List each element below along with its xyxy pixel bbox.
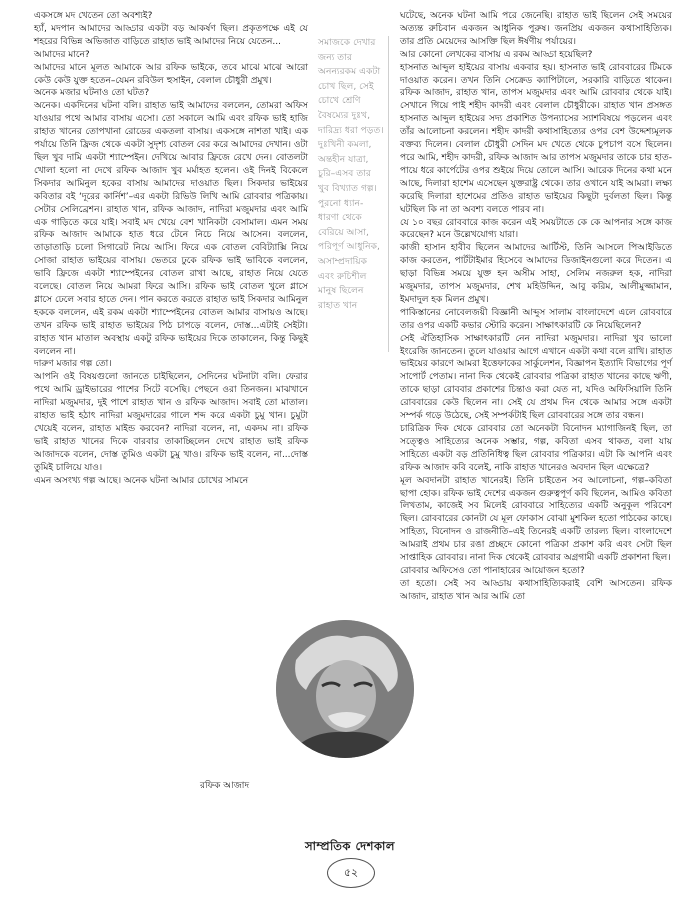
magazine-masthead: সাম্প্রতিক দেশকাল	[305, 839, 395, 853]
paragraph: দারুণ মজার গল্প তো।	[34, 359, 112, 370]
paragraph: অনেক। একদিনের ঘটনা বলি। রাহাত ভাই আমাদের বললেন, তোমরা অফিস যাওয়ার পথে আমার বাসায় এসো। তো সকালে আমি এবং রফিক ভাই হাজি রাহাত খানের তোপখানা রোডের একতলা বাসায়। একসঙ্গে নাশতা খাই। এক পর্যায়ে তিনি ফ্রিজ থেকে একটা সুদৃশ্য বোতল বের করে আমাদের দেখান। ওটা ছিল খুব দামি একটা শ্যাম্পেইন। দেখিয়ে আবার ফ্রিজে রেখে দেন। বোতলটা খোলা হলো না দেখে রফিক আজাদ খুব মর্মাহত হলেন। ওই দিনই বিকেলে সিকদার আমিনুল হকের বাসায় আমাদের দাওয়াত ছিল। সিকদার ভাইয়ের কবিতার বই ‘দূরের কার্নিশ’–এর একটা রিভিউ লিখি আমি রোববার পত্রিকায়। সেটার সেলিব্রেশন। রাহাত খান, রফিক আজাদ, নাদিরা মজুমদার এবং আমি এক গাড়িতে করে যাই। সবাই মদ খেয়ে বেশ খানিকটা বেসামাল। এমন সময় রফিক আজাদ আমাকে হাত ধরে টেনে নিচে নিয়ে আসেন। বললেন, তাড়াতাড়ি চলো সিগারেট নিয়ে আসি। ফিরে এক বোতল বেবিট্যাক্সি নিয়ে সোজা রাহাত ভাইয়ের বাসায়। ভেতরে ঢুকে রফিক ভাই ভাবিকে বললেন, ভাবি ফ্রিজে একটা শ্যাম্পেইনের বোতল রাখা আছে, রাহাত নিয়ে যেতে বলেছে। বোতল নিয়ে আমরা ফিরে আসি। রফিক ভাই বোতল খুলে গ্লাসে গ্লাসে ঢেলে সবার হাতে দেন। পান করতে করতে রাহাত ভাই সিকদার আমিনুল হককে বললেন, এই রকম একটা শ্যাম্পেইনের বোতল আমার বাসায়ও আছে। তখন রফিক ভাই রাহাত ভাইয়ের পিঠ চাপড়ে বলেন, দোস্ত...এটাই সেইটা। রাহাত খান মাতাল অবস্থায় একটু রফিক ভাইয়ের দিকে তাকালেন, কিন্তু কিছুই বললেন না।	[34, 101, 308, 357]
photo-caption: রফিক আজাদ	[200, 781, 250, 791]
paragraph: যে ১০ বছর রোববারে কাজ করেন এই সময়টাতে কে কে আপনার সঙ্গে কাজ করেছেন? মনে উল্লেখযোগ্য যারা।	[400, 217, 672, 241]
paragraph: হাসনাত আব্দুল হাইয়ের বাসায় একবার হয়। হাসনাত ভাই রোববারের টিমকে দাওয়াত করেন। তখন তিনি সেক্রেড ক্যাপিটালে, সরকারি বাড়িতে থাকেন। রফিক আজাদ, রাহাত খান, তাপস মজুমদার এবং আমি রোববার থেকে যাই। সেখানে গিয়ে পাই শহীদ কাদরী এবং বেলাল চৌধুরীকে। রাহাত খান প্রসঙ্গত হাসনাত আব্দুল হাইয়ের সদ্য প্রকাশিত উপন্যাসের স্যাশবিষয়ে পড়লেন এবং তাঁর আলোচনা করলেন। শহীদ কাদরী কথাসাহিত্যের ওপর বেশ উদ্দেশ্যমূলক বক্তব্য দিলেন। বেলাল চৌধুরী সেদিন মদ খেতে থেকে চুপচাপ বসে ছিলেন। পরে আমি, শহীদ কাদরী, রফিক আজাদ আর তাপস মজুমদার তাকে চার হাত-পায়ে ধরে কার্পেটের ওপর শুইয়ে দিয়ে তোলে আসি। আরেক দিনের কথা মনে আছে, দিলারা হাশেম এসেছেন যুক্তরাষ্ট্র থেকে। তার ওখানে যাই আমরা। লক্ষ্য করেছি দিলারা হাশেমের প্রতিও রাহাত ভাইয়ের কিছুটা দুর্বলতা ছিল। কিন্তু ঘটছিল কি না তা অবশ্য বলতে পারব না।	[400, 62, 672, 215]
portrait-photo	[276, 620, 414, 758]
portrait-illustration	[276, 620, 414, 758]
paragraph: চারিত্রিক দিক থেকে রোববার তো অনেকটা বিনোদন ম্যাগাজিনই ছিল, তা সত্ত্বেও সাহিত্যের অনেক সম্ভার, গল্প, কবিতা এসব থাকত, বলা যায় সাহিত্যে একটা বড় প্রতিনিধিত্ব ছিল রোববার পত্রিকার। এটা কি আপনি এবং রফিক আজাদ কবি বলেই, নাকি রাহাত খানেরও অবদান ছিল এক্ষেত্রে?	[400, 424, 672, 473]
paragraph: হ্যাঁ, মদপান আমাদের আড্ডার একটা বড় আকর্ষণ ছিল। প্রকৃতপক্ষে এই যে শহরের বিভিন্ন অভিজাত বাড়িতে রাহাত ভাই আমাদের নিয়ে যেতেন...	[34, 23, 308, 47]
column-divider	[388, 36, 389, 352]
paragraph: একসঙ্গে মদ খেতেন তো অবশ্যই?	[34, 11, 153, 21]
paragraph: ঘটেছে, অনেক ঘটনা আমি পরে জেনেছি। রাহাত ভাই ছিলেন সেই সময়ের অত্যন্ত রুচিবান একজন আধুনিক পুরুষ। জনপ্রিয় একজন কথাসাহিত্যিক। তার প্রতি মেয়েদের আসক্তি ছিল ঈর্ষণীয় পর্যায়ের।	[400, 11, 672, 47]
paragraph: আপনি ওই বিষয়গুলো জানতে চাইছিলেন, সেদিনের ঘটনাটা বলি। ফেরার পথে আমি ড্রাইভারের পাশের সিটে বসেছি। পেছনে ওরা তিনজন। মাঝখানে নাদিরা মজুমদার, দুই পাশে রাহাত খান ও রফিক আজাদ। সবাই তো মাতাল। রাহাত ভাই হঠাৎ নাদিরা মজুমদারের গালে শব্দ করে একটা চুমু খান। চুমুটা খেয়েই বলেন, রাহাত মাইন্ড করবেন? নাদিরা বলেন, না, একদম না। রফিক ভাই রাহাত খানের দিকে বারবার তাকাচ্ছিলেন দেখে রাহাত ভাই রফিক আজাদকে বলেন, দোস্ত তুমিও একটা চুমু খাও। রফিক ভাই বলেন, না...দোস্ত তুমিই চালিয়ে যাও।	[34, 372, 308, 473]
left-column	[34, 10, 308, 488]
paragraph: এমন অসংখ্য গল্প আছে। অনেক ঘটনা আমার চোখের সামনে	[34, 475, 249, 486]
pull-quote-text: সমাজকে দেখার জন্য তার অনন্যরকম একটা চোখ ছিল, সেই চোখে শ্রেণি বৈষম্যের দুঃখ, দারিদ্র্য ধরা পড়ত। দুঃখিনী কমলা, অন্তহীন যাত্রা, চুরি–এসব তার খুব বিখ্যাত গল্প। পুরনো ধ্যান-ধারণা থেকে বেরিয়ে আসা, পরিপূর্ণ আধুনিক, অসাম্প্রদায়িক এবং রুচিশীল মানুষ ছিলেন রাহাত খান	[318, 37, 384, 311]
paragraph: আর কোনো লেখকের বাসায় এ রকম আড্ডা হয়েছিল?	[400, 49, 593, 60]
paragraph: সেই ঐতিহাসিক সাক্ষাৎকারটি নেন নাদিরা মজুমদার। নাদিরা খুব ভালো ইংরেজি জানতেন। তুলে যাওয়ার আগে এখানে একটা কথা বলে রাখি। রাহাত ভাইয়ের কারণে আমরা ইত্তেফাকের সার্কুলেশন, বিজ্ঞাপন ইত্যাদি বিভাগের পূর্ণ সাপোর্ট পেতাম। নানা দিক থেকেই রোববার পত্রিকা রাহাত খানের কাছে ঋণী, তাকে ছাড়া রোববার প্রকাশের চিন্তাও করা যেত না, যদিও অফিসিয়ালি তিনি রোববারের কেউ ছিলেন না। সেই যে প্রথম দিন থেকে আমার সঙ্গে একটা সম্পর্ক গড়ে উঠেছে, সেই সম্পর্কটাই ছিল রোববারের সঙ্গে তার বন্ধন।	[400, 333, 672, 422]
paragraph: অনেক মজার ঘটনাও তো ঘটত?	[34, 88, 150, 99]
paragraph: আমাদের মানে মূলত আমাকে আর রফিক ভাইকে, তবে মাঝে মাঝে আরো কেউ কেউ যুক্ত হতেন–যেমন রবিউল হুসাইন, বেলাল চৌধুরী প্রমুখ।	[34, 62, 308, 86]
pull-quote	[318, 36, 384, 313]
paragraph: আমাদের মানে?	[34, 49, 90, 60]
paragraph: পাকিস্তানের নোবেলজয়ী বিজ্ঞানী আব্দুস সালাম বাংলাদেশে এলে রোববারে তার ওপর একটি কভার স্টোরি করেন। সাক্ষাৎকারটি কে নিয়েছিলেন?	[400, 307, 672, 331]
paragraph: কাজী হাসান হাবীব ছিলেন আমাদের আর্টিস্ট, তিনি আসলে পিআইডিতে কাজ করতেন, পার্টটাইমার হিসেবে আমাদের ডিজাইনগুলো করে দিতেন। এ ছাড়া বিভিন্ন সময়ে যুক্ত হন অসীম সাহা, সেলিম নজরুল হক, নাদিরা মজুমদার, তাপস মজুমদার, শেখ মহিউদ্দিন, আবু করিম, আলীমুজ্জামান, ইমদাদুল হক মিলন প্রমুখ।	[400, 243, 672, 305]
paragraph: রোববার অফিসেও তো পানাহারের আয়োজন হতো?	[400, 565, 585, 576]
paragraph: মূল অবদানটা রাহাত খানেরই। তিনি চাইতেন সব আলোচনা, গল্প–কবিতা ছাপা হোক। রফিক ভাই দেশের একজন গুরুত্বপূর্ণ কবি ছিলেন, আমিও কবিতা লিখতাম, কাজেই সব মিলেই রোববারে সাহিত্যের একটি অনুকূল পরিবেশ ছিল। রোববারের কোনটা যে মূল ফোকাস বোঝা মুশকিল হতো পাঠকের কাছে। সাহিত্য, বিনোদন ও রাজনীতি–এই তিনেরই একটি তারল্য ছিল। বাংলাদেশে আমরাই প্রথম চার রঙা প্রচ্ছদে কোনো পত্রিকা প্রকাশ করি এবং সেটা ছিল সাপ্তাহিক রোববার। নানা দিক থেকেই রোববার অগ্রগামী একটি প্রকাশনা ছিল।	[400, 475, 672, 564]
right-column	[400, 10, 672, 604]
page-number: ৫২	[327, 858, 375, 888]
paragraph: তা হতো। সেই সব আড্ডায় কথাসাহিত্যিকরাই বেশি আসতেন। রফিক আজাদ, রাহাত খান আর আমি তো	[400, 578, 672, 602]
